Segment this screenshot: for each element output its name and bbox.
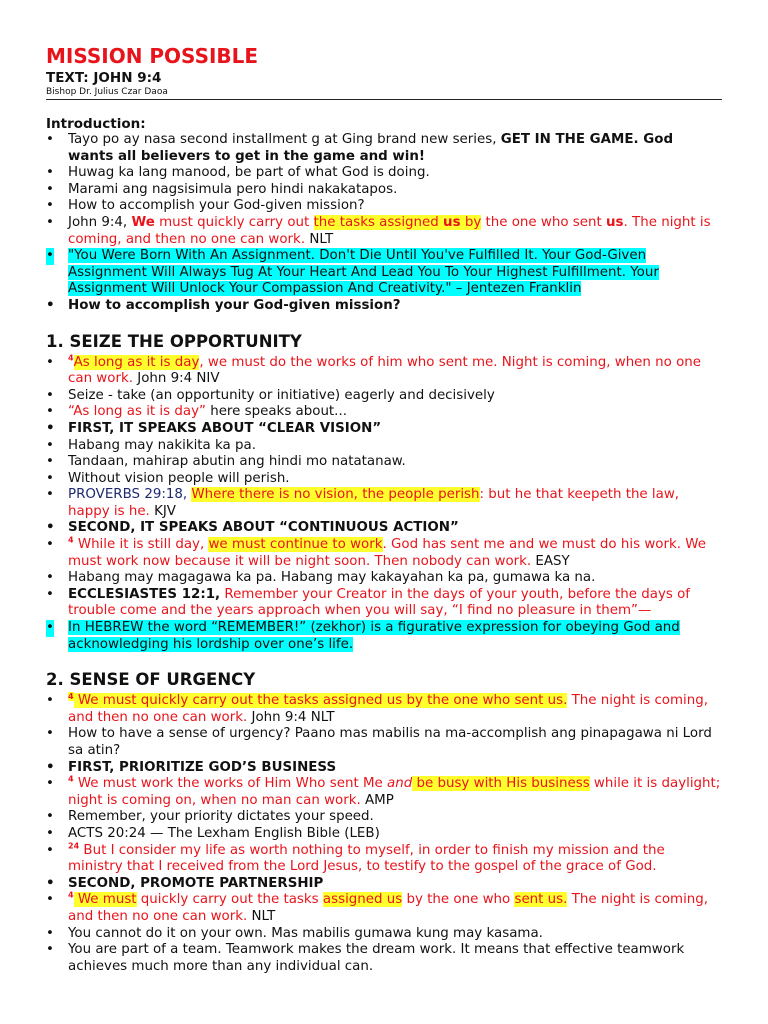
list-item: • Tayo po ay nasa second installment g at Ging brand new series, GET IN THE GAME. God wants all believers to get in the game and win!	[46, 132, 722, 165]
list-item: • Tandaan, mahirap abutin ang hindi mo natatanaw.	[46, 454, 722, 471]
list-item: • ECCLESIASTES 12:1, Remember your Creator in the days of your youth, before the days of trouble come and the years approach when you will say, “I find no pleasure in them”—	[46, 587, 722, 620]
page-title: MISSION POSSIBLE	[46, 44, 259, 68]
list-item: • John 9:4, We must quickly carry out the tasks assigned us by the one who sent us. The night is coming, and then no one can work. NLT	[46, 215, 722, 248]
section-heading: 2. SENSE OF URGENCY	[46, 670, 256, 690]
section-heading: 1. SEIZE THE OPPORTUNITY	[46, 331, 302, 351]
list-item: • How to accomplish your God-given mission?	[46, 298, 722, 315]
list-item: • $^{24}$ But I consider my life as worth nothing to myself, in order to finish my mission and the ministry that I received from the Lord Jesus, to testify to the gospel of the grace of God.	[46, 843, 722, 876]
list-item: • $^4$As long as it is day, we must do the works of him who sent me. Night is coming, when no one can work. John 9:4 NIV	[46, 355, 722, 388]
list-item: • $^4$ We must quickly carry out the tasks assigned us by the one who sent us. The night is coming, and then no one can work. NLT	[46, 892, 722, 925]
text-reference: TEXT: JOHN 9:4	[46, 70, 162, 86]
section2-list	[46, 693, 722, 975]
list-item: • Without vision people will perish.	[46, 471, 722, 488]
list-item: • $^4$ We must work the works of Him Who sent Me and be busy with His business while it is daylight; night is coming on, when no man can work. AMP	[46, 776, 722, 809]
list-item: • FIRST, PRIORITIZE GOD’S BUSINESS	[46, 760, 722, 777]
intro-list	[46, 132, 722, 315]
list-item: • PROVERBS 29:18, Where there is no vision, the people perish: but he that keepeth the law, happy is he. KJV	[46, 487, 722, 520]
list-item: • ACTS 20:24 — The Lexham English Bible (LEB)	[46, 826, 722, 843]
list-item: • Huwag ka lang manood, be part of what God is doing.	[46, 165, 722, 182]
list-item: • Habang may nakikita ka pa.	[46, 438, 722, 455]
list-item: • Habang may magagawa ka pa. Habang may kakayahan ka pa, gumawa ka na.	[46, 570, 722, 587]
list-item: • Seize - take (an opportunity or initiative) eagerly and decisively	[46, 388, 722, 405]
author-line: Bishop Dr. Julius Czar Daoa	[46, 87, 722, 100]
list-item: • You are part of a team. Teamwork makes the dream work. It means that effective teamwork achieves much more than any individual can.	[46, 942, 722, 975]
list-item: • “As long as it is day” here speaks about...	[46, 404, 722, 421]
list-item: • Remember, your priority dictates your speed.	[46, 809, 722, 826]
list-item: • $^4$ While it is still day, we must continue to work. God has sent me and we must do his work. We must work now because it will be night soon. Then nobody can work. EASY	[46, 537, 722, 570]
intro-heading: Introduction:	[46, 116, 146, 132]
section1-list	[46, 355, 722, 654]
list-item: • How to accomplish your God-given mission?	[46, 198, 722, 215]
list-item: • How to have a sense of urgency? Paano mas mabilis na ma-accomplish ang pinapagawa ni Lord sa atin?	[46, 726, 722, 759]
list-item: • SECOND, PROMOTE PARTNERSHIP	[46, 876, 722, 893]
list-item: • You cannot do it on your own. Mas mabilis gumawa kung may kasama.	[46, 926, 722, 943]
list-item: • FIRST, IT SPEAKS ABOUT “CLEAR VISION”	[46, 421, 722, 438]
list-item: • In HEBREW the word “REMEMBER!” (zekhor) is a figurative expression for obeying God and acknowledging his lordship over one’s life.	[46, 620, 722, 653]
list-item: • $^4$ We must quickly carry out the tasks assigned us by the one who sent us. The night is coming, and then no one can work. John 9:4 NLT	[46, 693, 722, 726]
list-item: • Marami ang nagsisimula pero hindi nakakatapos.	[46, 182, 722, 199]
list-item: • SECOND, IT SPEAKS ABOUT “CONTINUOUS ACTION”	[46, 520, 722, 537]
list-item: • "You Were Born With An Assignment. Don't Die Until You've Fulfilled It. Your God-Given Assignment Will Always Tug At Your Heart And Lead You To Your Highest Fulfillment. Your Assignment Will Unlock Your Compassion And Creativity." – Jentezen Franklin	[46, 248, 722, 298]
